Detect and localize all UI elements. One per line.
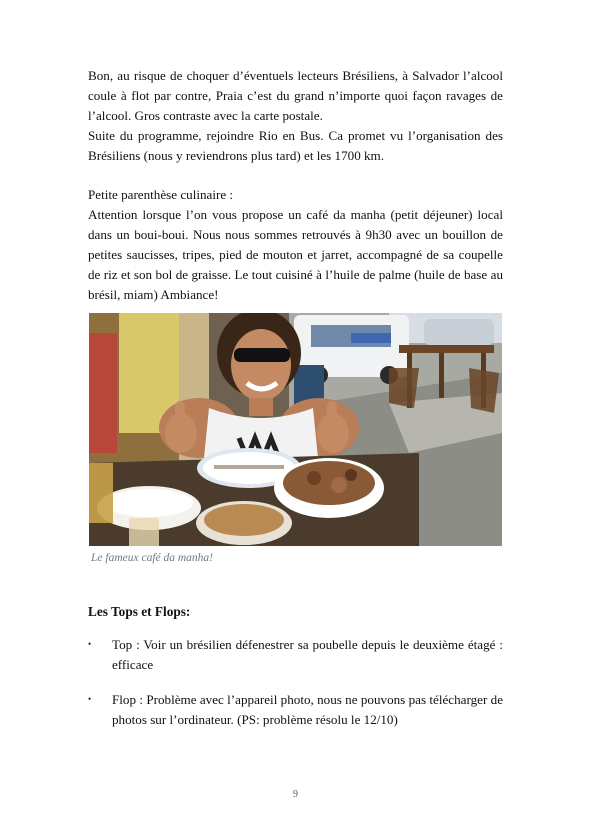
list-item-flop — [88, 690, 503, 730]
intro-paragraph-2: Suite du programme, rejoindre Rio en Bus. Ca promet vu l’organisation des Brésiliens (nous y reviendrons plus tard) et les 1700 km. — [88, 127, 503, 163]
culinary-block — [88, 185, 503, 304]
list-item-text: Flop : Problème avec l’appareil photo, nous ne pouvons pas télécharger de photos sur l’ordinateur. (PS: problème résolu le 12/10) — [112, 692, 503, 727]
page-number: 9 — [293, 789, 298, 800]
breakfast-photo — [89, 313, 502, 546]
intro-block — [88, 66, 503, 166]
tops-flops-title: Les Tops et Flops: — [88, 604, 191, 619]
list-item-top — [88, 635, 503, 675]
photo-caption: Le fameux café da manha! — [91, 552, 213, 564]
intro-paragraph-1: Bon, au risque de choquer d’éventuels lecteurs Brésiliens, à Salvador l’alcool coule à flot par contre, Praia c’est du grand n’importe quoi façon ravages de l’alcool. Gros contraste avec la carte postale. — [88, 68, 503, 123]
culinary-paragraph: Attention lorsque l’on vous propose un café da manha (petit déjeuner) local dans un boui-boui. Nous nous sommes retrouvés à 9h30 avec un bouillon de petites saucisses, tripes, pied de mouton et jarret, accompagné de sa coupelle de riz et son bol de graisse. Le tout cuisiné à l’huile de palme (huile de base au brésil, miam) Ambiance! — [88, 206, 503, 302]
culinary-heading: Petite parenthèse culinaire : — [88, 187, 234, 202]
bullet-marker: • — [88, 639, 92, 649]
bullet-marker: • — [88, 694, 92, 704]
list-item-text: Top : Voir un brésilien défenestrer sa poubelle depuis le deuxième étagé : efficace — [112, 637, 503, 672]
